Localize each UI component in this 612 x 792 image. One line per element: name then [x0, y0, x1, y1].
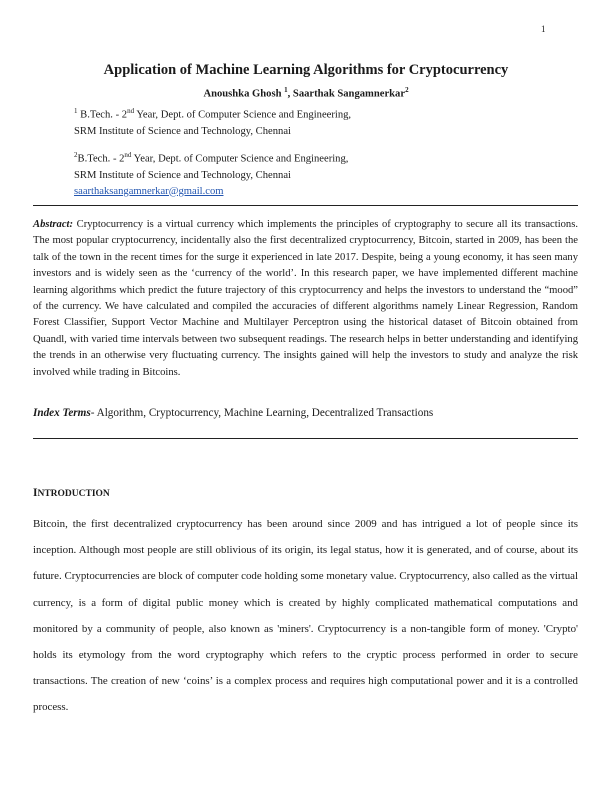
divider-top — [33, 205, 578, 206]
heading-initial: I — [33, 487, 38, 499]
affiliation-mark: 1 — [74, 107, 78, 115]
affiliation-text: Year, Dept. of Computer Science and Engineering, — [134, 109, 352, 121]
author-line — [0, 86, 612, 100]
affiliation-2 — [74, 147, 348, 200]
index-terms-label: Index Terms — [33, 407, 91, 419]
index-terms-text: - Algorithm, Cryptocurrency, Machine Learning, Decentralized Transactions — [90, 407, 434, 419]
paper-title: Application of Machine Learning Algorithms for Cryptocurrency — [103, 62, 509, 78]
affiliation-text: B.Tech. - 2 — [77, 153, 125, 165]
section-heading — [33, 487, 110, 499]
page-number: 1 — [541, 24, 546, 34]
author-name: Saarthak Sangamnerkar — [292, 88, 406, 100]
author-name: Anoushka Ghosh — [203, 88, 282, 100]
ordinal-suffix: nd — [127, 107, 135, 115]
ordinal-suffix: nd — [124, 151, 132, 159]
abstract-text: Cryptocurrency is a virtual currency which implements the principles of cryptography to secure all its transactions. The most popular cryptocurrency, incidentally also the first decentralized cryptocurrency, Bitcoin, started in 2009, has been the talk of the town in the recent times for the surge it experienced in late 2017. Despite, being a young economy, it has seen many investors and is widely seen as the ‘currency of the world’. In this research paper, we have implemented different machine learning algorithms which predict the future trajectory of this cryptocurrency and helps the investors to understand the “mood” of the currency. We have calculated and compiled the accuracies of different algorithms namely Linear Regression, Random Forest Classifier, Support Vector Machine and Multilayer Perceptron using the historical dataset of Bitcoin obtained from Quandl, with varied time intervals between two subsequent readings. The research helps in better understanding and identifying the trends in an otherwise very fluctuating currency. The insights gained will help the investors to study and analyze the risk involved while trading in Bitcoins. — [33, 219, 578, 378]
heading-rest: NTRODUCTION — [37, 489, 110, 499]
author-affiliation-mark: 2 — [405, 86, 409, 94]
divider-bottom — [33, 438, 578, 439]
affiliation-1 — [74, 103, 351, 140]
introduction-paragraph: Bitcoin, the first decentralized cryptocurrency has been around since 2009 and has intrigued a lot of people since its inception. Although most people are still oblivious of its origin, its legal status, how it is generated, and of course, about its future. Cryptocurrencies are block of computer code holding some monetary value. Cryptocurrency, also called as the virtual currency, is a form of digital public money which is created by highly complicated mathematical computations and monitored by a community of people, also known as 'miners'. Cryptocurrency is a non-tangible form of money. 'Crypto' holds its etymology from the word cryptography which refers to the cryptic process performed in order to secure transactions. The creation of new ‘coins’ is a complex process and requires high computational power and it is a controlled process. — [33, 518, 578, 714]
affiliation-mark: 2 — [74, 151, 78, 159]
abstract-label: Abstract: — [33, 219, 74, 230]
affiliation-line — [74, 147, 348, 168]
author-affiliation-mark: 1 — [284, 86, 288, 94]
index-terms — [33, 407, 578, 419]
author-separator: , — [287, 88, 293, 100]
institution-line: SRM Institute of Science and Technology, Chennai — [74, 169, 291, 181]
institution-line: SRM Institute of Science and Technology, Chennai — [74, 125, 291, 137]
abstract — [33, 217, 578, 381]
affiliation-line — [74, 103, 351, 124]
email-link[interactable]: saarthaksangamnerkar@gmail.com — [74, 185, 224, 197]
affiliation-text: B.Tech. - 2 — [77, 109, 128, 121]
affiliation-text: Year, Dept. of Computer Science and Engineering, — [131, 153, 349, 165]
